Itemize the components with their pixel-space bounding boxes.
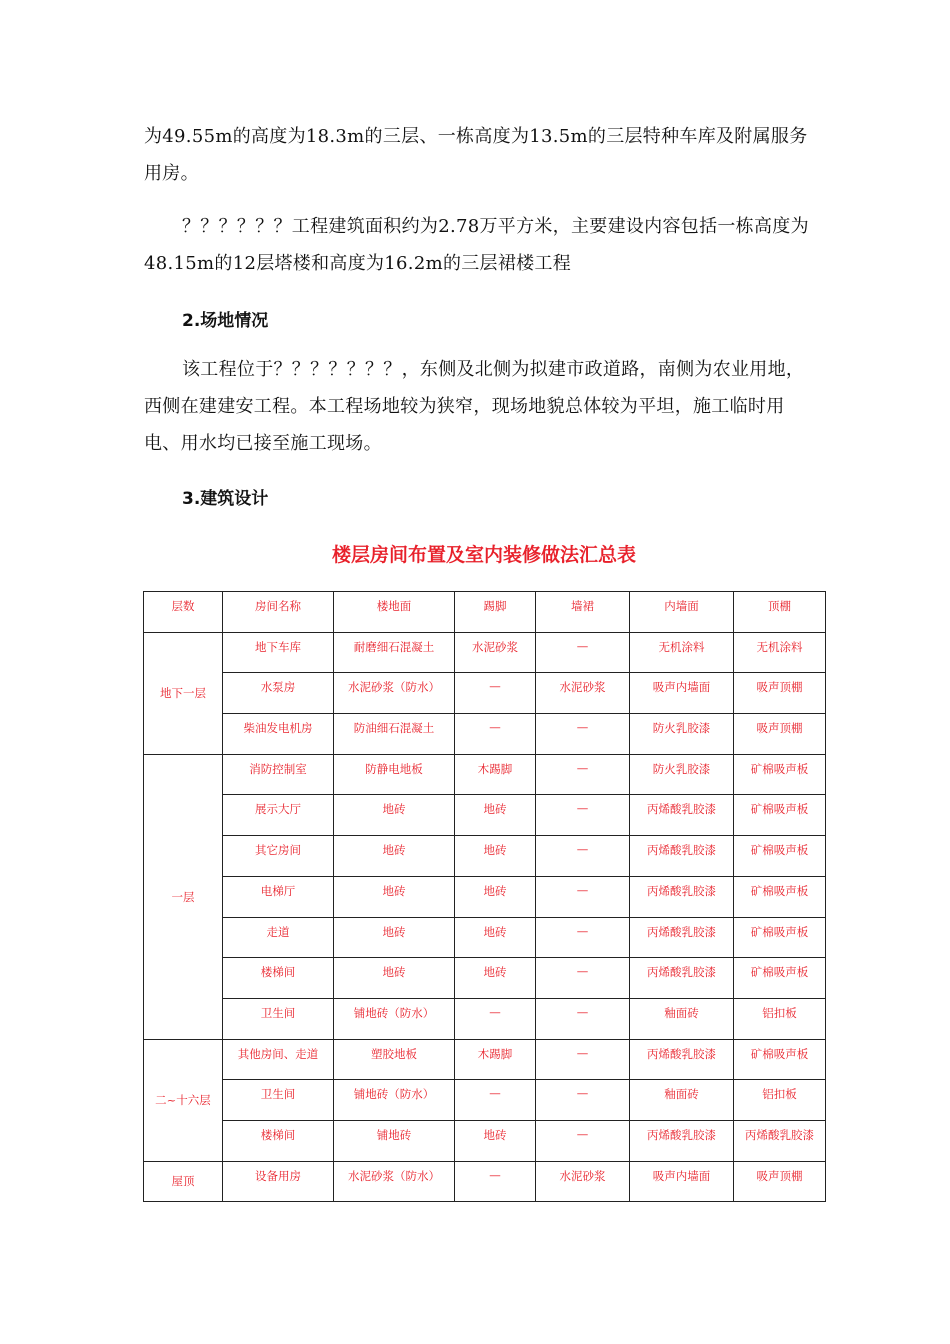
table-cell: 防油细石混凝土 (334, 714, 455, 755)
paragraph-project-area: ？？？？？？工程建筑面积约为2.78万平方米，主要建设内容包括一栋高度为48.15m的12层塔楼和高度为16.2m的三层裙楼工程 (144, 216, 809, 274)
table-row (144, 754, 826, 795)
table-cell: 铺地砖 (334, 1120, 455, 1161)
table-cell: — (455, 714, 536, 755)
table-cell: — (455, 1161, 536, 1202)
table-cell: 釉面砖 (630, 998, 734, 1039)
finish-schedule-table (143, 591, 826, 1202)
table-row (144, 714, 826, 755)
table-cell: 铝扣板 (734, 998, 826, 1039)
table-row (144, 673, 826, 714)
table-row (144, 1039, 826, 1080)
table-cell: 矿棉吸声板 (734, 795, 826, 836)
header-cell: 楼地面 (334, 592, 455, 633)
table-row (144, 917, 826, 958)
table-cell: — (536, 1080, 630, 1121)
table-cell: 铺地砖（防水） (334, 1080, 455, 1121)
table-cell: 水泥砂浆 (536, 673, 630, 714)
header-cell: 房间名称 (223, 592, 334, 633)
table-cell: 消防控制室 (223, 754, 334, 795)
table-cell: — (536, 836, 630, 877)
table-cell: 地砖 (334, 917, 455, 958)
table-cell: 地砖 (455, 836, 536, 877)
header-cell: 顶棚 (734, 592, 826, 633)
table-cell: 水泥砂浆（防水） (334, 673, 455, 714)
table-cell: — (536, 1120, 630, 1161)
table-cell: 丙烯酸乳胶漆 (734, 1120, 826, 1161)
table-cell: 丙烯酸乳胶漆 (630, 836, 734, 877)
table-cell: 地砖 (455, 795, 536, 836)
table-cell: 丙烯酸乳胶漆 (630, 1120, 734, 1161)
table-cell: 吸声顶棚 (734, 673, 826, 714)
floor-cell: 屋顶 (144, 1161, 223, 1202)
table-cell: 耐磨细石混凝土 (334, 632, 455, 673)
table-title: 楼层房间布置及室内装修做法汇总表 (331, 544, 636, 566)
table-cell: 吸声顶棚 (734, 714, 826, 755)
table-cell: 水泥砂浆 (455, 632, 536, 673)
floor-cell: 二~十六层 (144, 1039, 223, 1161)
table-row (144, 836, 826, 877)
table-cell: 走道 (223, 917, 334, 958)
table-cell: 防火乳胶漆 (630, 754, 734, 795)
table-cell: 丙烯酸乳胶漆 (630, 876, 734, 917)
table-cell: — (536, 714, 630, 755)
table-cell: 其它房间 (223, 836, 334, 877)
table-cell: 铺地砖（防水） (334, 998, 455, 1039)
table-cell: 地砖 (334, 958, 455, 999)
table-cell: — (536, 1039, 630, 1080)
table-cell: 木踢脚 (455, 754, 536, 795)
table-cell: 地砖 (455, 917, 536, 958)
table-cell: 电梯厅 (223, 876, 334, 917)
header-cell: 踢脚 (455, 592, 536, 633)
table-cell: 丙烯酸乳胶漆 (630, 917, 734, 958)
table-cell: 塑胶地板 (334, 1039, 455, 1080)
table-header-row (144, 592, 826, 633)
table-row (144, 998, 826, 1039)
table-row (144, 1120, 826, 1161)
table-cell: 地下车库 (223, 632, 334, 673)
header-cell: 墙裙 (536, 592, 630, 633)
table-cell: 卫生间 (223, 998, 334, 1039)
section-heading-design: 3.建筑设计 (182, 489, 269, 509)
table-cell: — (455, 673, 536, 714)
table-cell: 水泵房 (223, 673, 334, 714)
table-cell: 防静电地板 (334, 754, 455, 795)
table-cell: 水泥砂浆（防水） (334, 1161, 455, 1202)
header-cell: 内墙面 (630, 592, 734, 633)
table-cell: 地砖 (455, 876, 536, 917)
table-cell: — (455, 998, 536, 1039)
table-row (144, 632, 826, 673)
table-cell: 矿棉吸声板 (734, 1039, 826, 1080)
table-cell: 防火乳胶漆 (630, 714, 734, 755)
table-cell: 矿棉吸声板 (734, 958, 826, 999)
table-cell: — (536, 795, 630, 836)
floor-cell: 一层 (144, 754, 223, 1039)
table-cell: 地砖 (334, 876, 455, 917)
table-cell: 铝扣板 (734, 1080, 826, 1121)
table-cell: — (536, 632, 630, 673)
table-cell: 地砖 (334, 836, 455, 877)
section-heading-site: 2.场地情况 (182, 311, 269, 331)
table-cell: — (536, 998, 630, 1039)
table-cell: 矿棉吸声板 (734, 917, 826, 958)
table-cell: 矿棉吸声板 (734, 836, 826, 877)
table-cell: 无机涂料 (630, 632, 734, 673)
table-cell: 展示大厅 (223, 795, 334, 836)
table-cell: 丙烯酸乳胶漆 (630, 958, 734, 999)
table-cell: — (536, 958, 630, 999)
floor-cell: 地下一层 (144, 632, 223, 754)
table-cell: — (536, 876, 630, 917)
table-cell: 地砖 (334, 795, 455, 836)
table-cell: 其他房间、走道 (223, 1039, 334, 1080)
table-cell: 丙烯酸乳胶漆 (630, 1039, 734, 1080)
table-row (144, 876, 826, 917)
table-cell: 卫生间 (223, 1080, 334, 1121)
paragraph-building-description: 为49.55m的高度为18.3m的三层、一栋高度为13.5m的三层特种车库及附属服务用房。 (144, 126, 808, 184)
table-cell: 地砖 (455, 1120, 536, 1161)
table-cell: 无机涂料 (734, 632, 826, 673)
table-cell: — (536, 754, 630, 795)
table-cell: 楼梯间 (223, 958, 334, 999)
table-row (144, 958, 826, 999)
table-cell: 丙烯酸乳胶漆 (630, 795, 734, 836)
table-cell: — (455, 1080, 536, 1121)
table-body (144, 592, 826, 1202)
table-cell: 楼梯间 (223, 1120, 334, 1161)
table-row (144, 1080, 826, 1121)
table-cell: 釉面砖 (630, 1080, 734, 1121)
table-cell: — (536, 917, 630, 958)
table-cell: 矿棉吸声板 (734, 754, 826, 795)
table-cell: 木踢脚 (455, 1039, 536, 1080)
table-row (144, 795, 826, 836)
table-cell: 柴油发电机房 (223, 714, 334, 755)
table-cell: 设备用房 (223, 1161, 334, 1202)
table-cell: 矿棉吸声板 (734, 876, 826, 917)
table-cell: 吸声顶棚 (734, 1161, 826, 1202)
paragraph-site-conditions: 该工程位于？？？？？？？，东侧及北侧为拟建市政道路，南侧为农业用地，西侧在建建安工程。本工程场地较为狭窄，现场地貌总体较为平坦，施工临时用电、用水均已接至施工现场。 (144, 359, 805, 454)
table-cell: 水泥砂浆 (536, 1161, 630, 1202)
table-cell: 吸声内墙面 (630, 1161, 734, 1202)
table-cell: 吸声内墙面 (630, 673, 734, 714)
table-cell: 地砖 (455, 958, 536, 999)
table-row (144, 1161, 826, 1202)
header-cell: 层数 (144, 592, 223, 633)
